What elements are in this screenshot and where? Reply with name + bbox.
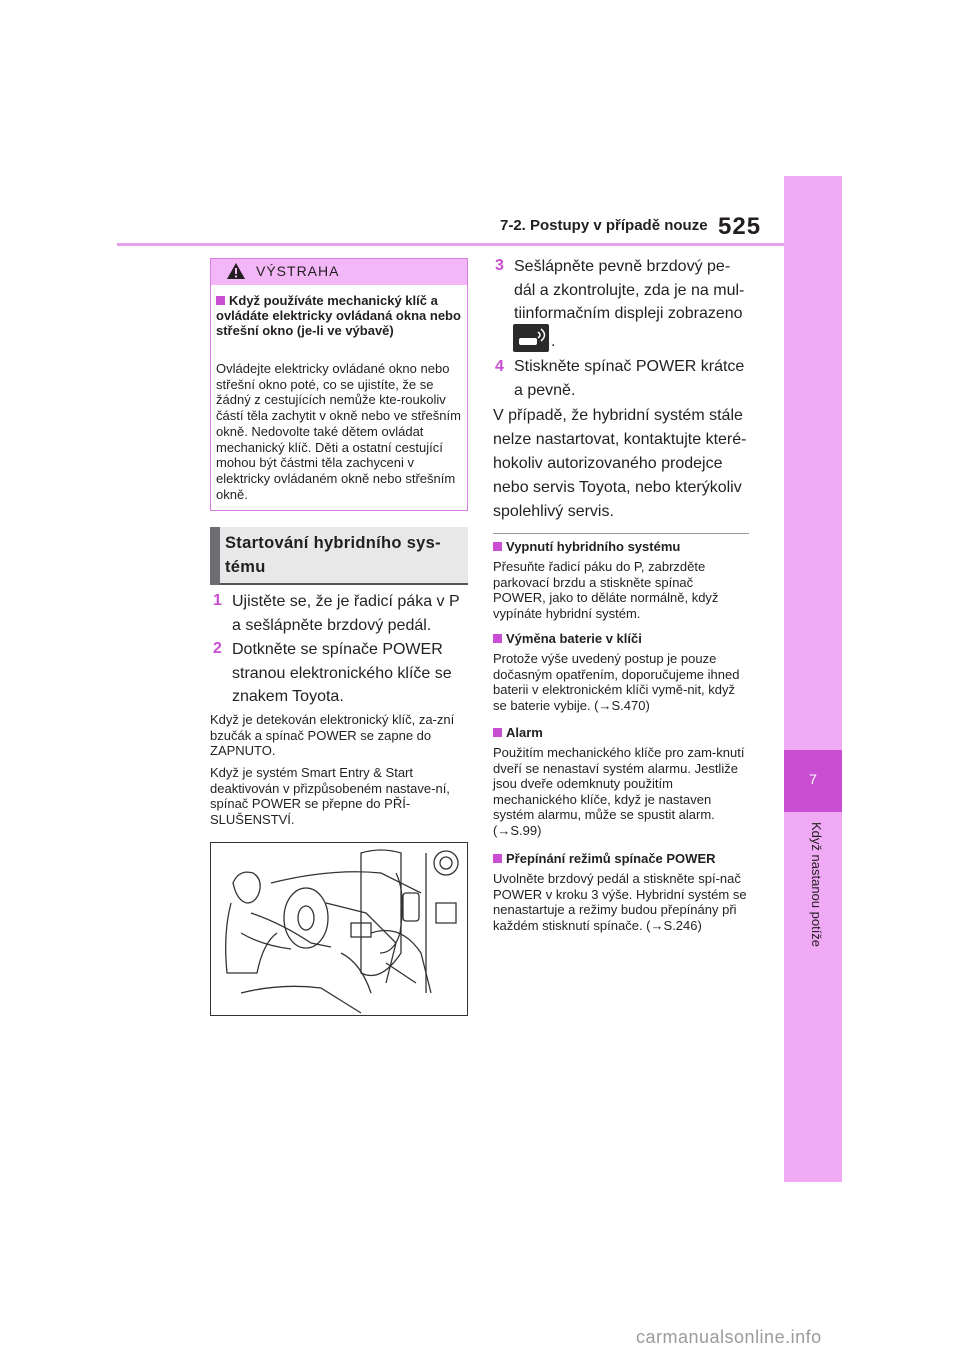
step-number: 4 [495,358,504,375]
bullet-square-icon [493,728,502,737]
step-text: Dotkněte se spínače POWER stranou elektronického klíče se znakem Toyota. [232,641,452,705]
divider [493,533,749,534]
chapter-side-tab [784,176,842,1182]
section-heading-bar [210,527,220,585]
page-number: 525 [718,213,762,240]
step-text: Stiskněte spínač POWER krátce a pevně. [514,358,745,399]
watermark: carmanualsonline.info [636,1327,822,1347]
warning-title: VÝSTRAHA [256,263,340,279]
subsection-title [493,539,680,554]
warning-text: Ovládejte elektricky ovládané okno nebo střešní okno poté, co se ujistíte, že se žádný z cestujících nemůže kte-roukoliv částí těla zachytit v okně nebo ve střešním okně. Nedovolte také dětem ovládat mechanický klíč. Děti a ostatní cestující mohou být částmi těla zachyceni v elektricky ovládaném okně nebo střešním okně. [216,361,461,502]
step-suffix: . [551,333,556,350]
subsection-title-text: Alarm [506,725,543,740]
header-rule [117,243,784,246]
bullet-square-icon [493,634,502,643]
subsection-title-text: Výměna baterie v klíči [506,631,642,646]
step-text: Sešlápněte pevně brzdový pe-dál a zkontrolujte, zda je na mul-tiinformačním displeji zobrazeno [514,258,745,322]
subsection-title [493,631,642,646]
section-heading: Startování hybridního sys-tému [225,534,441,576]
bullet-square-icon [493,854,502,863]
step-number: 3 [495,257,504,274]
chapter-number: 7 [809,771,817,787]
subsection-text: Protože výše uvedený postup je pouze dočasným opatřením, doporučujeme ihned baterii v elektronickém klíči vymě-nit, když se baterie vybije. (→S.470) [493,651,740,713]
bullet-square-icon [493,542,502,551]
key-display-icon [513,324,549,352]
subsection-text: Použitím mechanického klíče pro zam-knutí dveří se nenastaví systém alarmu. Jestliže jsou dveře odemknuty použitím mechanického klíče, když je nastaven systém alarmu, může se spustit alarm. (→S.99) [493,745,745,838]
subsection-title [493,725,543,740]
note: Když je detekován elektronický klíč, za-zní bzučák a spínač POWER se zapne do ZAPNUTO. [210,712,455,759]
chapter-tab-label: Když nastanou potíže [809,822,824,948]
bullet-square-icon [216,296,225,305]
subsection-text: Uvolněte brzdový pedál a stiskněte spí-nač POWER v kroku 3 výše. Hybridní systém se nenastartuje a režimy budou přepínány při každém stisknutí spínače. (→S.246) [493,871,747,933]
warning-triangle-icon [226,262,246,280]
note: Když je systém Smart Entry & Start deaktivován v přizpůsobeném nastave-ní, spínač POWER se přepne do PŘÍ-SLUŠENSTVÍ. [210,765,450,828]
driver-power-switch-illustration [211,843,468,1016]
step-number: 1 [213,592,222,609]
subsection-text: Přesuňte řadicí páku do P, zabrzděte parkovací brzdu a stiskněte spínač POWER, jako to děláte normálně, když vypínáte hybridní systém. [493,559,719,621]
fallback-text: V případě, že hybridní systém stále nelze nastartovat, kontaktujte které-hokoliv autorizovaného prodejce nebo servis Toyota, nebo kterýkoliv spolehlivý servis. [493,407,747,520]
subsection-title-text: Přepínání režimů spínače POWER [506,851,716,866]
step-number: 2 [213,640,222,657]
dashboard-illustration [210,842,468,1016]
section-title: 7-2. Postupy v případě nouze [500,217,708,234]
subsection-title-text: Vypnutí hybridního systému [506,539,681,554]
step-text: Ujistěte se, že je řadicí páka v P a sešlápněte brzdový pedál. [232,593,460,634]
subsection-title [493,851,716,866]
key-signal-icon [513,324,549,352]
warning-heading [216,293,461,338]
warning-heading-text: Když používáte mechanický klíč a ovládáte elektricky ovládaná okna nebo střešní okno (je-li ve výbavě) [216,293,461,338]
